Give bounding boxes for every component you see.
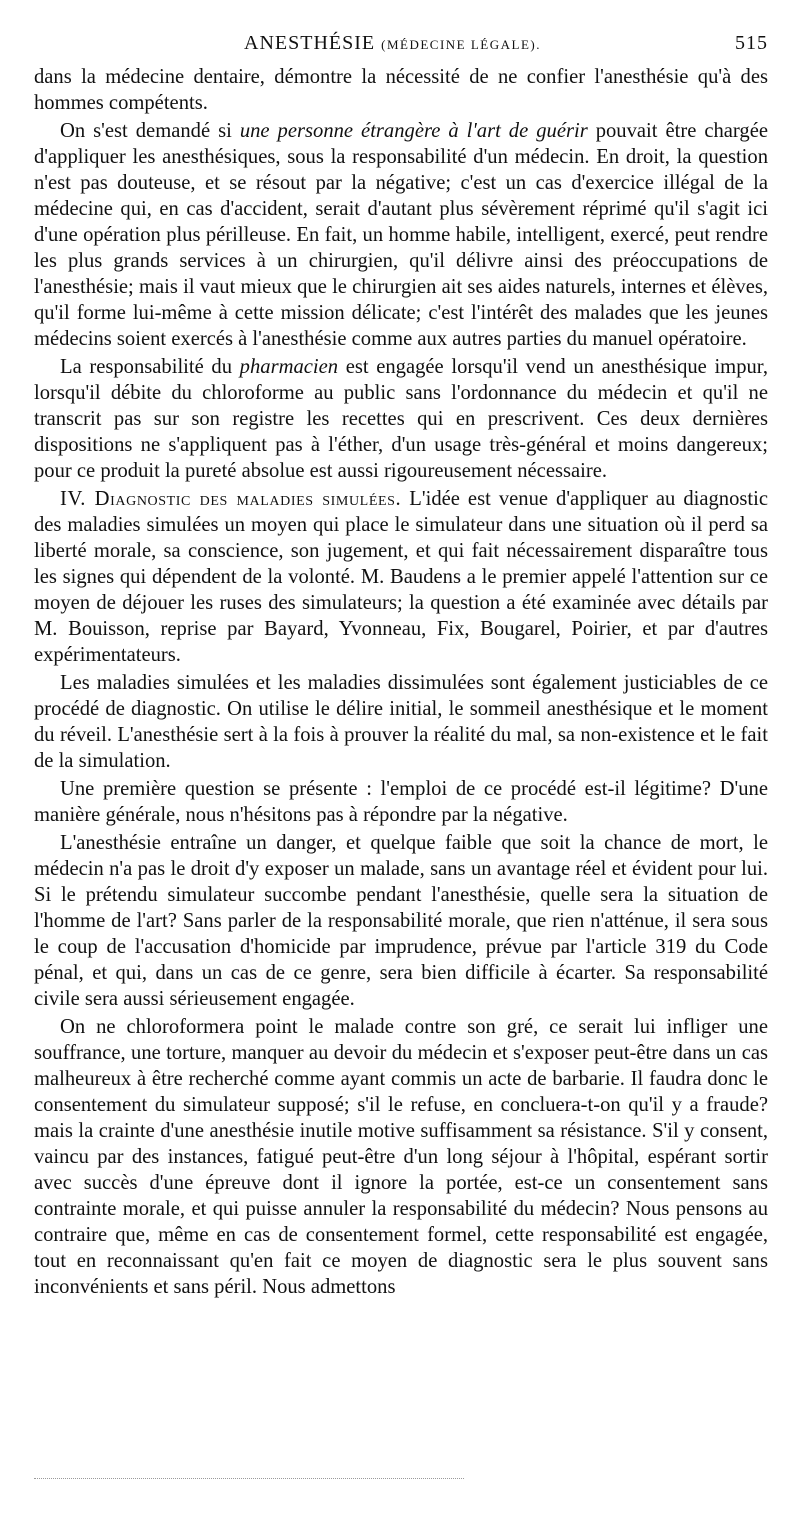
book-page bbox=[34, 28, 768, 1300]
paragraph-text: La responsabilité du bbox=[60, 356, 240, 378]
paragraph-text: est engagée lorsqu'il vend un anesthésique impur, lorsqu'il débite du chloroforme au public sans l'ordonnance du médecin et qu'il ne transcrit pas sur son registre les recettes qui en prescrivent. Ces deux dernières dispositions ne s'appliquent pas à l'éther, d'un usage très-général et moins dangereux; pour ce produit la pureté absolue est aussi rigoureusement nécessaire. bbox=[34, 356, 768, 482]
emphasis-text: une personne étrangère à l'art de guérir bbox=[239, 120, 588, 142]
paragraph-non-medical-person bbox=[34, 118, 768, 352]
emphasis-text: pharmacien bbox=[239, 356, 339, 378]
paragraph-continuation: dans la médecine dentaire, démontre la nécessité de ne confier l'anesthésie qu'à des hommes compétents. bbox=[34, 66, 768, 114]
paragraph-danger: L'anesthésie entraîne un danger, et quelque faible que soit la chance de mort, le médecin n'a pas le droit d'y exposer un malade, sans un avantage réel et évident pour lui. Si le prétendu simulateur succombe pendant l'anesthésie, quelle sera la situation de l'homme de l'art? Sans parler de la responsabilité morale, que rien n'atténue, il sera sous le coup de l'accusation d'homicide par imprudence, prévue par l'article 319 du Code pénal, et qui, dans un cas de ce genre, sera bien difficile à écarter. Sa responsabilité civile sera aussi sérieusement engagée. bbox=[34, 832, 768, 1010]
paragraph-text: pouvait être chargée d'appliquer les anesthésiques, sous la responsabilité d'un médecin. En droit, la question n'est pas douteuse, et se résout par la négative; c'est un cas d'exercice illégal de la médecine qui, en cas d'accident, serait d'autant plus sévèrement réprimé qu'il s'agit ici d'une opération plus périlleuse. En fait, un homme habile, intelligent, exercé, peut rendre les plus grands services à un chirurgien, qu'il délivre ainsi des préoccupations de l'anesthésie; mais il vaut mieux que le chirurgien ait ses aides naturels, internes et élèves, qu'il forme lui-même à cette mission délicate; c'est l'intérêt des malades que les jeunes médecins soient exercés à l'anesthésie comme aux autres parties du manuel opératoire. bbox=[34, 120, 768, 350]
paragraph-legitimacy-question: Une première question se présente : l'emploi de ce procédé est-il légitime? D'une manière générale, nous n'hésitons pas à répondre par la négative. bbox=[34, 778, 768, 826]
running-title-sub: (MÉDECINE LÉGALE). bbox=[381, 37, 541, 52]
running-title-main: ANESTHÉSIE bbox=[244, 32, 376, 54]
paragraph-section-iv bbox=[34, 486, 768, 668]
running-title bbox=[244, 32, 541, 55]
page-body bbox=[34, 64, 768, 1300]
paragraph-simulated-diseases: Les maladies simulées et les maladies dissimulées sont également justiciables de ce procédé de diagnostic. On utilise le délire initial, le sommeil anesthésique et le moment du réveil. L'anesthésie sert à la fois à prouver la réalité du mal, sa non-existence et le fait de la simulation. bbox=[34, 672, 768, 772]
section-heading: IV. Diagnostic des maladies simulées. bbox=[60, 488, 402, 510]
running-header bbox=[34, 28, 768, 64]
paragraph-text: On s'est demandé si bbox=[60, 120, 240, 142]
paragraph-consent: On ne chloroformera point le malade contre son gré, ce serait lui infliger une souffrance, une torture, manquer au devoir du médecin et s'exposer peut-être dans un cas malheureux à être recherché comme ayant commis un acte de barbarie. Il faudra donc le consentement du simulateur supposé; s'il le refuse, en concluera-t-on qu'il y a fraude? mais la crainte d'une anesthésie inutile motive suffisamment sa résistance. S'il y consent, vaincu par des instances, fatigué peut-être d'un long séjour à l'hôpital, espérant sortir avec succès d'une épreuve dont il ignore la portée, est-ce un consentement sans contrainte morale, et qui puisse annuler la responsabilité du médecin? Nous pensons au contraire que, même en cas de consentement formel, cette responsabilité est engagée, tout en reconnaissant qu'en fait ce moyen de diagnostic sera le plus souvent sans inconvénients et sans péril. Nous admettons bbox=[34, 1016, 768, 1298]
paragraph-text: L'idée est venue d'appliquer au diagnostic des maladies simulées un moyen qui place le simulateur dans une situation où il perd sa liberté morale, sa conscience, son jugement, et qui fait nécessairement disparaître tous les signes qui dépendent de la volonté. M. Baudens a le premier appelé l'attention sur ce moyen de déjouer les ruses des simulateurs; la question a été examinée avec détails par M. Bouisson, reprise par Bayard, Yvonneau, Fix, Bougarel, Poirier, et par d'autres expérimentateurs. bbox=[34, 488, 768, 666]
page-number: 515 bbox=[735, 32, 768, 54]
footer-rule bbox=[34, 1478, 464, 1479]
paragraph-pharmacist bbox=[34, 354, 768, 484]
